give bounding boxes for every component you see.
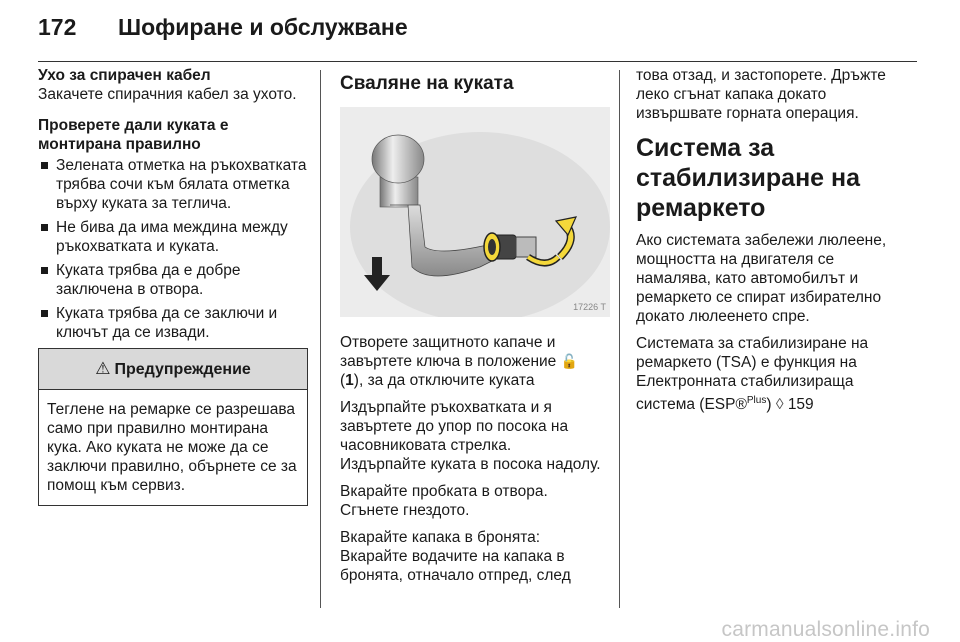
list-item: Не бива да има междина между ръкохватката и куката. xyxy=(38,218,308,256)
list-item: Зелената отметка на ръкохватката трябва сочи към бялата отметка върху куката за теглича. xyxy=(38,156,308,213)
step-unlock: Отворете защитното капаче и завъртете ключа в положение 🔓 (1), за да отключите куката xyxy=(340,334,579,389)
list-item: Куката трябва да се заключи и ключът да се извади. xyxy=(38,304,308,342)
tsa-function xyxy=(636,334,911,414)
step-unlock-tail: ), за да отключите куката xyxy=(353,372,535,389)
page-number: 172 xyxy=(38,14,77,40)
warning-triangle-icon: ⚠ xyxy=(95,359,111,378)
esp-plus-sup: Plus xyxy=(746,395,767,406)
warning-text: Теглене на ремарке се разрешава само при правилно монтирана кука. Ако куката не може да се заключи правилно, обърнете се за помощ към сервиз. xyxy=(47,401,297,494)
column-middle xyxy=(340,66,610,593)
section-title-removal: Сваляне на куката xyxy=(340,73,514,94)
header-rule xyxy=(38,61,917,62)
step-unlock-text: Отворете защитното капаче и завъртете ключа в положение xyxy=(340,334,557,370)
towbar-removal-illustration xyxy=(340,107,610,317)
key-position-number: 1 xyxy=(345,372,354,389)
step-guides: Вкарайте водачите на капака в бронята, отначало отпред, след xyxy=(340,548,571,584)
page-reference[interactable]: 159 xyxy=(787,396,814,414)
tsa-function-text: Системата за стабилизиране на ремаркето (TSA) е функция на Електронната стабилизираща система (ESP® xyxy=(636,335,869,414)
warning-header xyxy=(39,349,307,390)
page-title: Шофиране и обслужване xyxy=(118,14,408,40)
page-reference-icon: ◊ xyxy=(775,396,784,414)
continued-text: това отзад, и застопорете. Дръжте леко сгънат капака докато извършвате горната операция. xyxy=(636,67,886,122)
watermark: carmanualsonline.info xyxy=(721,618,930,641)
towbar-drawing xyxy=(340,107,610,317)
section-title-check: Проверете дали куката е монтирана правилно xyxy=(38,117,229,153)
step-insert-cover: Вкарайте капака в бронята: xyxy=(340,529,541,546)
section-title-tsa: Система за стабилизиране на ремаркето xyxy=(636,134,861,222)
column-divider-left xyxy=(320,70,321,608)
tsa-description: Ако системата забележи люлеене, мощността на двигателя се намалява, като автомобилът и ремаркето се спират избирателно докато люлеенето спре. xyxy=(636,232,887,325)
section-title-cable-eye: Ухо за спирачен кабел xyxy=(38,67,211,84)
tsa-function-close: ) xyxy=(766,396,772,414)
check-list xyxy=(38,156,308,342)
warning-title: Предупреждение xyxy=(114,361,251,378)
step-insert-plug: Вкарайте пробката в отвора. Сгънете гнездото. xyxy=(340,483,548,519)
figure-code: 17226 T xyxy=(573,302,606,312)
page-header xyxy=(38,12,918,60)
step-turn-handle: Издърпайте ръкохватката и я завъртете до упор по посока на часовниковата стрелка. xyxy=(340,399,569,454)
key-position-icon: 🔓 xyxy=(560,353,579,369)
warning-box xyxy=(38,348,308,506)
list-item: Куката трябва да е добре заключена в отвора. xyxy=(38,261,308,299)
column-right xyxy=(636,66,911,422)
cable-eye-text: Закачете спирачния кабел за ухото. xyxy=(38,86,297,103)
step-pull-hook: Издърпайте куката в посока надолу. xyxy=(340,456,601,473)
column-left xyxy=(38,66,308,506)
column-divider-right xyxy=(619,70,620,608)
